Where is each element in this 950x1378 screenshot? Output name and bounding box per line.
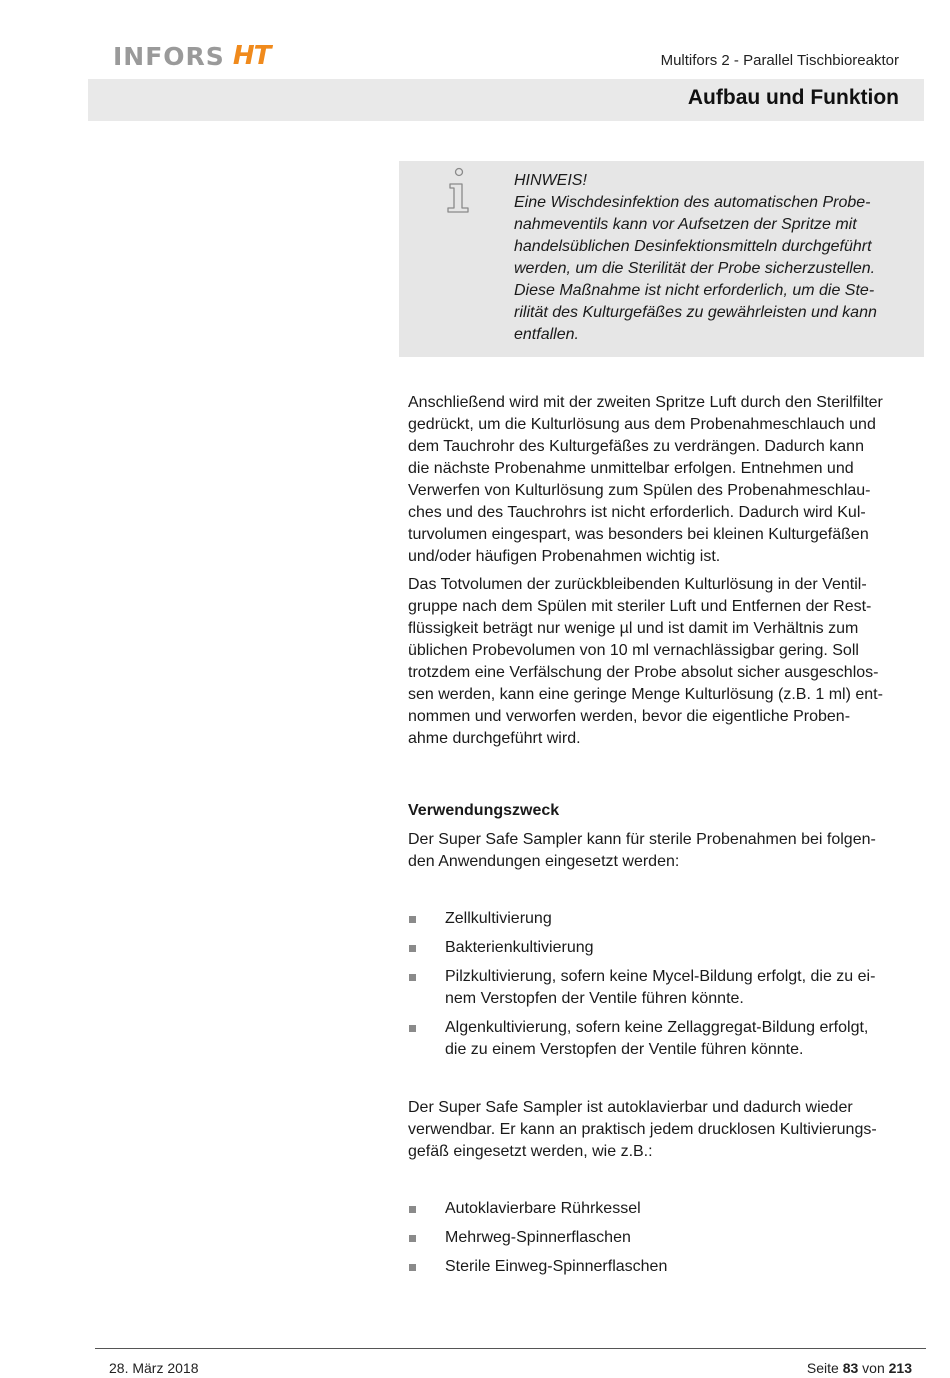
text-line: gedrückt, um die Kulturlösung aus dem Probenahmeschlauch und	[408, 416, 876, 433]
text-line: Der Super Safe Sampler ist autoklavierbar und dadurch wieder	[408, 1099, 853, 1116]
logo-ht-mark: HT	[232, 41, 271, 71]
notice-line: rilität des Kulturgefäßes zu gewährleisten und kann	[514, 304, 877, 321]
text-line: sen werden, kann eine geringe Menge Kulturlösung (z.B. 1 ml) ent-	[408, 686, 883, 703]
page-total: 213	[888, 1360, 912, 1376]
page-number	[807, 1360, 912, 1376]
usage-list	[408, 908, 928, 1068]
page-current: 83	[842, 1360, 859, 1376]
text-line: Der Super Safe Sampler kann für sterile Probenahmen bei folgen-	[408, 831, 876, 848]
text-line: verwendbar. Er kann an praktisch jedem drucklosen Kultivierungs-	[408, 1121, 877, 1138]
list-item	[408, 1017, 928, 1061]
info-icon	[445, 167, 471, 213]
text-line: gefäß eingesetzt werden, wie z.B.:	[408, 1143, 653, 1160]
notice-line: werden, um die Sterilität der Probe sicherzustellen.	[514, 260, 876, 277]
vessel-list	[408, 1198, 928, 1285]
footer-date: 28. März 2018	[109, 1360, 199, 1376]
text-line: flüssigkeit beträgt nur wenige µl und ist damit im Verhältnis zum	[408, 620, 859, 637]
list-item-text: Autoklavierbare Rührkessel	[445, 1200, 641, 1217]
text-line: den Anwendungen eingesetzt werden:	[408, 853, 680, 870]
text-line: Verwerfen von Kulturlösung zum Spülen des Probenahmeschlau-	[408, 482, 871, 499]
text-line: Anschließend wird mit der zweiten Spritze Luft durch den Sterilfilter	[408, 394, 883, 411]
text-line: Das Totvolumen der zurückbleibenden Kulturlösung in der Ventil-	[408, 576, 867, 593]
text-line: ches und des Tauchrohrs ist nicht erforderlich. Dadurch wird Kul-	[408, 504, 866, 521]
footer-divider	[95, 1348, 926, 1349]
list-item	[408, 1198, 928, 1220]
notice-text	[514, 170, 914, 346]
text-line: ahme durchgeführt wird.	[408, 730, 581, 747]
text-line: dem Tauchrohr des Kulturgefäßes zu verdrängen. Dadurch kann	[408, 438, 864, 455]
notice-line: handelsüblichen Desinfektionsmitteln durchgeführt	[514, 238, 872, 255]
list-item-text: nem Verstopfen der Ventile führen könnte.	[445, 990, 744, 1007]
text-line: turvolumen eingespart, was besonders bei kleinen Kulturgefäßen	[408, 526, 869, 543]
text-line: gruppe nach dem Spülen mit steriler Luft und Entfernen der Rest-	[408, 598, 872, 615]
company-logo	[113, 42, 270, 70]
logo-wordmark: INFORS	[113, 41, 225, 71]
page-separator: von	[862, 1360, 885, 1376]
section-title: Aufbau und Funktion	[687, 86, 899, 109]
page-prefix: Seite	[806, 1360, 839, 1376]
list-item	[408, 966, 928, 1010]
usage-intro	[408, 829, 928, 873]
list-item	[408, 937, 928, 959]
list-item	[408, 908, 928, 930]
notice-box	[399, 161, 924, 357]
list-item-text: Algenkultivierung, sofern keine Zellaggregat-Bildung erfolgt,	[445, 1019, 869, 1036]
list-item-text: die zu einem Verstopfen der Ventile führen könnte.	[445, 1041, 804, 1058]
paragraph-dead-volume	[408, 574, 928, 750]
paragraph-flush-air	[408, 392, 928, 568]
list-item	[408, 1256, 928, 1278]
text-line: üblichen Probevolumen von 10 ml vernachlässigbar gering. Soll	[408, 642, 859, 659]
notice-title: HINWEIS!	[514, 172, 587, 189]
notice-line: nahmeventils kann vor Aufsetzen der Spritze mit	[514, 216, 857, 233]
usage-heading: Verwendungszweck	[408, 802, 560, 819]
list-item-text: Sterile Einweg-Spinnerflaschen	[445, 1258, 668, 1275]
text-line: und/oder häufigen Probenahmen wichtig ist.	[408, 548, 721, 565]
paragraph-autoclavable	[408, 1097, 928, 1163]
list-item	[408, 1227, 928, 1249]
text-line: die nächste Probenahme unmittelbar erfolgen. Entnehmen und	[408, 460, 854, 477]
list-item-text: Zellkultivierung	[445, 910, 552, 927]
notice-line: entfallen.	[514, 326, 579, 343]
text-line: nommen und verworfen werden, bevor die eigentliche Proben-	[408, 708, 851, 725]
text-line: trotzdem eine Verfälschung der Probe absolut sicher ausgeschlos-	[408, 664, 879, 681]
document-title: Multifors 2 - Parallel Tischbioreaktor	[660, 52, 899, 69]
notice-line: Eine Wischdesinfektion des automatischen Probe-	[514, 194, 871, 211]
notice-line: Diese Maßnahme ist nicht erforderlich, um die Ste-	[514, 282, 875, 299]
list-item-text: Bakterienkultivierung	[445, 939, 594, 956]
list-item-text: Pilzkultivierung, sofern keine Mycel-Bildung erfolgt, die zu ei-	[445, 968, 876, 985]
list-item-text: Mehrweg-Spinnerflaschen	[445, 1229, 631, 1246]
